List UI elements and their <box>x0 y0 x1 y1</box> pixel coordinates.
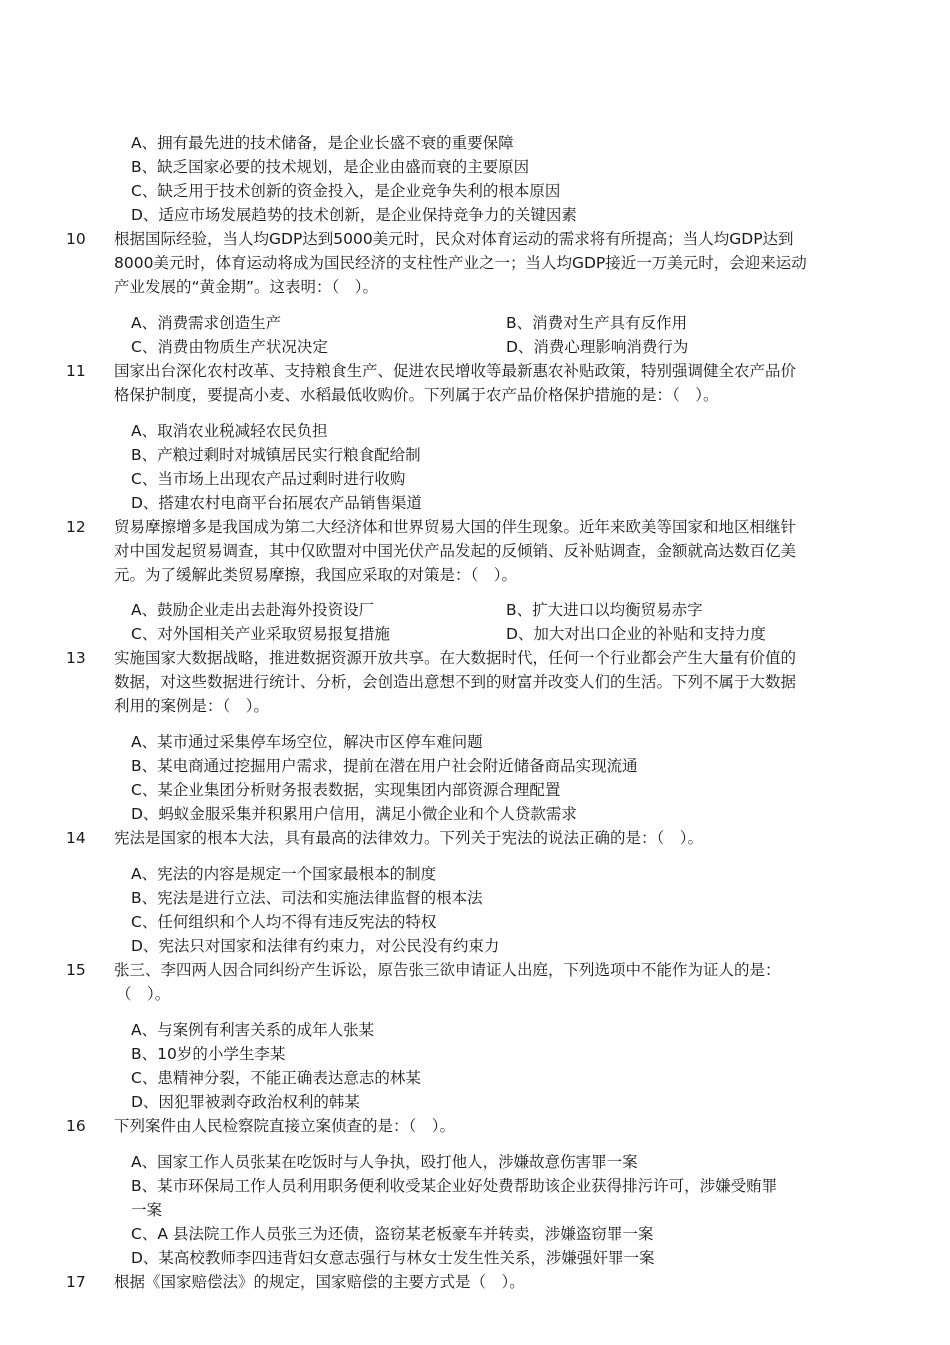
q12-stem-line: 元。为了缓解此类贸易摩擦，我国应采取的对策是：（ ）。 <box>114 566 518 584</box>
q16-number: 16 <box>66 1117 86 1135</box>
q12-number: 12 <box>66 518 86 536</box>
q12-option-b: B、扩大进口以均衡贸易赤字 <box>506 601 703 619</box>
q16-option-c: C、A 县法院工作人员张三为还债，盗窃某老板豪车并转卖，涉嫌盗窃罪一案 <box>131 1225 654 1243</box>
q13-stem-line: 数据，对这些数据进行统计、分析，会创造出意想不到的财富并改变人们的生活。下列不属于大数据 <box>114 673 797 691</box>
q14-option-b: B、宪法是进行立法、司法和实施法律监督的根本法 <box>131 889 483 907</box>
q12-option-c: C、对外国相关产业采取贸易报复措施 <box>131 625 390 643</box>
q12-option-a: A、鼓励企业走出去赴海外投资设厂 <box>131 601 375 619</box>
q15-stem-line: 张三、李四两人因合同纠纷产生诉讼，原告张三欲申请证人出庭，下列选项中不能作为证人的是： <box>114 961 781 979</box>
q11-option-b: B、产粮过剩时对城镇居民实行粮食配给制 <box>131 446 421 464</box>
q10-stem-line: 产业发展的“黄金期”。这表明：（ ）。 <box>114 278 379 296</box>
q11-option-d: D、搭建农村电商平台拓展农产品销售渠道 <box>131 494 422 512</box>
q11-stem-line: 格保护制度，要提高小麦、水稻最低收购价。下列属于农产品价格保护措施的是：（ ）。 <box>114 386 719 404</box>
q9-option-c: C、缺乏用于技术创新的资金投入，是企业竞争失利的根本原因 <box>131 182 561 200</box>
q15-stem-line: （ ）。 <box>116 985 171 1003</box>
q11-number: 11 <box>66 362 86 380</box>
q16-option-b-continued: 一案 <box>131 1201 163 1219</box>
q16-option-d: D、某高校教师李四违背妇女意志强行与林女士发生性关系，涉嫌强奸罪一案 <box>131 1249 655 1267</box>
q14-stem-line: 宪法是国家的根本大法，具有最高的法律效力。下列关于宪法的说法正确的是：（ ）。 <box>114 829 704 847</box>
q14-option-d: D、宪法只对国家和法律有约束力，对公民没有约束力 <box>131 937 500 955</box>
q15-number: 15 <box>66 961 86 979</box>
q10-stem-line: 8000美元时，体育运动将成为国民经济的支柱性产业之一；当人均GDP接近一万美元时，会迎来运动 <box>114 254 807 272</box>
q10-option-d: D、消费心理影响消费行为 <box>506 338 689 356</box>
q15-option-a: A、与案例有利害关系的成年人张某 <box>131 1021 375 1039</box>
q9-option-a: A、拥有最先进的技术储备，是企业长盛不衰的重要保障 <box>131 134 514 152</box>
q10-option-c: C、消费由物质生产状况决定 <box>131 338 328 356</box>
q9-option-b: B、缺乏国家必要的技术规划，是企业由盛而衰的主要原因 <box>131 158 530 176</box>
q14-option-c: C、任何组织和个人均不得有违反宪法的特权 <box>131 913 437 931</box>
q13-option-a: A、某市通过采集停车场空位，解决市区停车难问题 <box>131 733 483 751</box>
q17-number: 17 <box>66 1273 86 1291</box>
q11-option-a: A、取消农业税减轻农民负担 <box>131 422 328 440</box>
q15-option-b: B、10岁的小学生李某 <box>131 1045 286 1063</box>
q15-option-c: C、患精神分裂，不能正确表达意志的林某 <box>131 1069 421 1087</box>
q10-stem-line: 根据国际经验，当人均GDP达到5000美元时，民众对体育运动的需求将有所提高；当人均GDP达到 <box>114 230 794 248</box>
q12-stem-line: 对中国发起贸易调查，其中仅欧盟对中国光伏产品发起的反倾销、反补贴调查，金额就高达数百亿美 <box>114 542 797 560</box>
q13-option-c: C、某企业集团分析财务报表数据，实现集团内部资源合理配置 <box>131 781 561 799</box>
q13-stem-line: 实施国家大数据战略，推进数据资源开放共享。在大数据时代，任何一个行业都会产生大量有价值的 <box>114 649 797 667</box>
q13-option-b: B、某电商通过挖掘用户需求，提前在潜在用户社会附近储备商品实现流通 <box>131 757 638 775</box>
q13-stem-line: 利用的案例是：（ ）。 <box>114 697 270 715</box>
q10-number: 10 <box>66 230 86 248</box>
q16-stem-line: 下列案件由人民检察院直接立案侦查的是：（ ）。 <box>114 1117 456 1135</box>
q14-option-a: A、宪法的内容是规定一个国家最根本的制度 <box>131 865 437 883</box>
q13-number: 13 <box>66 649 86 667</box>
q10-option-b: B、消费对生产具有反作用 <box>506 314 688 332</box>
q17-stem-line: 根据《国家赔偿法》的规定，国家赔偿的主要方式是（ ）。 <box>114 1273 525 1291</box>
q9-option-d: D、适应市场发展趋势的技术创新，是企业保持竞争力的关键因素 <box>131 206 577 224</box>
q16-option-b: B、某市环保局工作人员利用职务便利收受某企业好处费帮助该企业获得排污许可，涉嫌受贿罪 <box>131 1177 778 1195</box>
q14-number: 14 <box>66 829 86 847</box>
q12-option-d: D、加大对出口企业的补贴和支持力度 <box>506 625 766 643</box>
q16-option-a: A、国家工作人员张某在吃饭时与人争执，殴打他人，涉嫌故意伤害罪一案 <box>131 1153 638 1171</box>
q11-option-c: C、当市场上出现农产品过剩时进行收购 <box>131 470 406 488</box>
q12-stem-line: 贸易摩擦增多是我国成为第二大经济体和世界贸易大国的伴生现象。近年来欧美等国家和地区相继针 <box>114 518 797 536</box>
q15-option-d: D、因犯罪被剥夺政治权利的韩某 <box>131 1093 360 1111</box>
q11-stem-line: 国家出台深化农村改革、支持粮食生产、促进农民增收等最新惠农补贴政策，特别强调健全农产品价 <box>114 362 797 380</box>
q10-option-a: A、消费需求创造生产 <box>131 314 282 332</box>
q13-option-d: D、蚂蚁金服采集并积累用户信用，满足小微企业和个人贷款需求 <box>131 805 577 823</box>
